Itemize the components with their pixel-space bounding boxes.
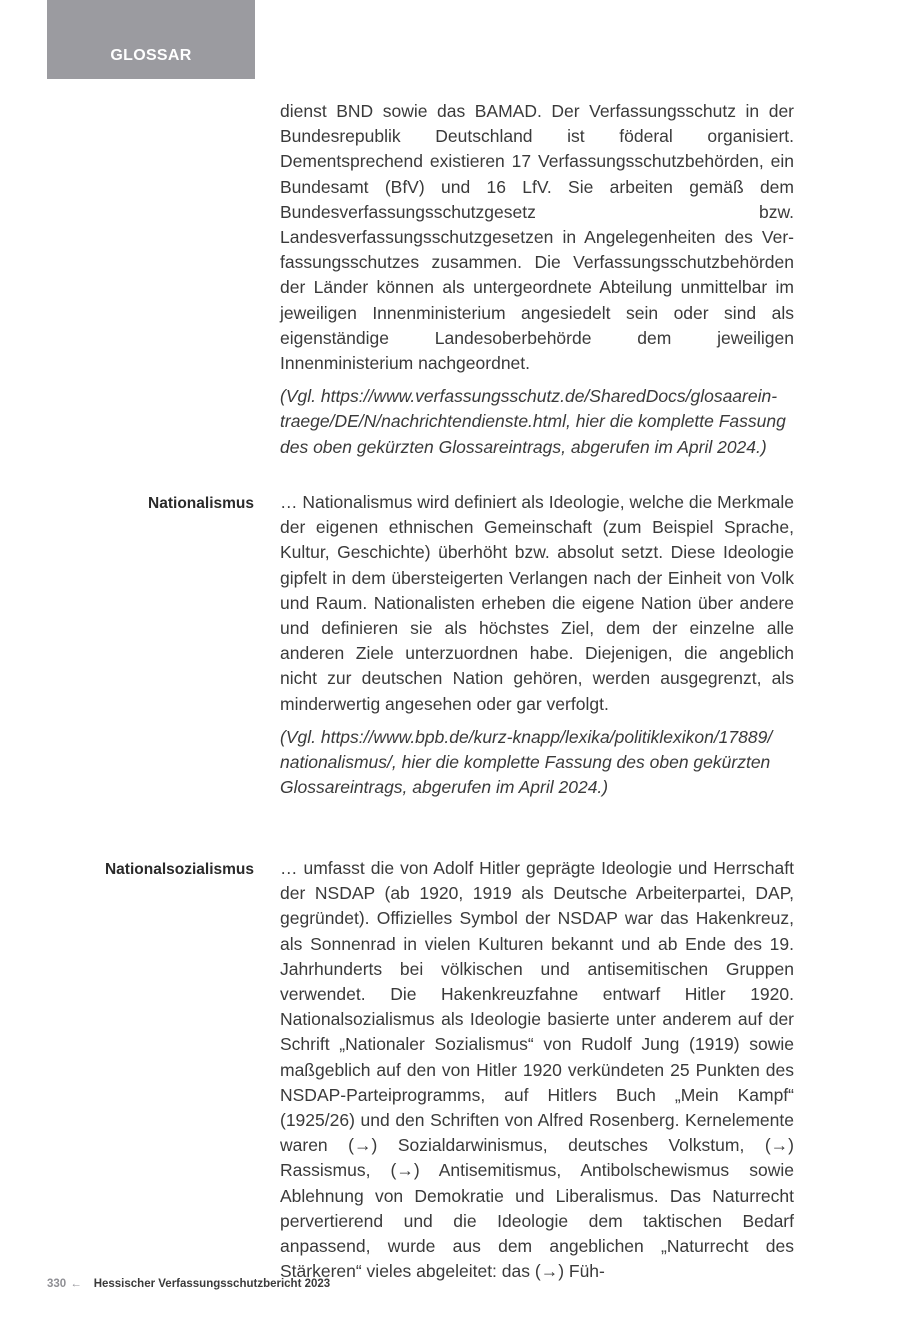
page-footer <box>47 1278 330 1290</box>
entry-reference: (Vgl. https://www.verfassungsschutz.de/SharedDocs/glosaareintraege/DE/N/nachrichtendienste.html, hier die komplette Fassung des oben gekürzten Glossareintrags, abgerufen im April 2024.) <box>280 386 786 457</box>
glossary-term-nationalismus: Nationalismus <box>148 495 254 512</box>
glossary-entry-continuation <box>280 99 794 460</box>
entry-body: … umfasst die von Adolf Hitler geprägte Ideologie und Herrschaft der NSDAP (ab 1920, 1919 als Deutsche Arbeiterpartei, DAP, gegründet). Offizielles Symbol der NSDAP war das Hakenkreuz, als Sonnenrad in vielen Kulturen bekannt und ab Ende des 19. Jahrhunderts bei völkischen und antisemitischen Gruppen verwendet. Die Hakenkreuzfahne entwarf Hitler 1920. Nationalsozialismus als Ideologie basierte unter anderem auf der Schrift „Nationaler Sozialismus“ von Rudolf Jung (1919) sowie maßgeblich auf den von Hitler 1920 verkündeten 25 Punkten des NSDAP-Parteiprogramms, auf Hitlers Buch „Mein Kampf“ (1925/26) und den Schriften von Alfred Rosenberg. Kernelemente waren (→) Sozialdarwinismus, deutsches Volkstum, (→) Rassismus, (→) Antisemitismus, Antibolschewismus sowie Ablehnung von Demokratie und Liberalismus. Das Naturrecht pervertierend und die Ideologie dem taktischen Bedarf anpassend, wurde aus dem angeblichen „Naturrecht des Stärkeren“ vieles abgeleitet: das (→) Füh- <box>280 858 794 1282</box>
section-tab-label: GLOSSAR <box>110 47 192 64</box>
page-number: 330 <box>47 1278 67 1290</box>
glossary-term-nationalsozialismus: Nationalsozialismus <box>104 861 254 878</box>
entry-body: … Nationalismus wird definiert als Ideologie, welche die Merkmale der eigenen ethnischen Gemeinschaft (zum Beispiel Sprache, Kultur, Geschichte) überhöht bzw. absolut setzt. Diese Ideologie gipfelt in dem übersteigerten Verlangen nach der Einheit von Volk und Raum. Nationalisten erheben die eigene Nation über andere und definieren sie als höchstes Ziel, dem der einzelne alle anderen Ziele unterzuordnen habe. Diejenigen, die angeblich nicht zur deutschen Nation gehören, werden ausgegrenzt, als minderwertig angesehen oder gar verfolgt. <box>280 492 794 714</box>
glossary-entry-nationalsozialismus <box>280 856 794 1284</box>
entry-reference: (Vgl. https://www.bpb.de/kurz-knapp/lexika/politiklexikon/17889/ nationalismus/, hier die komplette Fassung des oben gekürzten Glossareintrags, abgerufen im April 2024.) <box>280 726 773 798</box>
footer-title: Hessischer Verfassungsschutzbericht 2023 <box>93 1278 331 1290</box>
arrow-left-icon: ← <box>70 1278 82 1290</box>
glossary-entry-nationalismus <box>280 490 794 800</box>
entry-body: dienst BND sowie das BAMAD. Der Verfassungsschutz in der Bundesrepublik Deutschland ist föderal organisiert. Dementsprechend existieren 17 Verfassungsschutzbehörden, ein Bundesamt (BfV) und 16 LfV. Sie arbeiten gemäß dem Bundesverfassungsschutzgesetz bzw. Landesverfassungsschutzgesetzen in Angelegenheiten des Verfassungsschutzes zusammen. Die Verfassungsschutzbehörden der Länder können als untergeordnete Abteilung unmittelbar im jeweiligen Innenministerium angesiedelt sein oder sind als eigenständige Landesoberbehörde dem jeweiligen Innenministerium nachgeordnet. <box>280 101 794 374</box>
section-tab-glossar <box>47 0 255 79</box>
